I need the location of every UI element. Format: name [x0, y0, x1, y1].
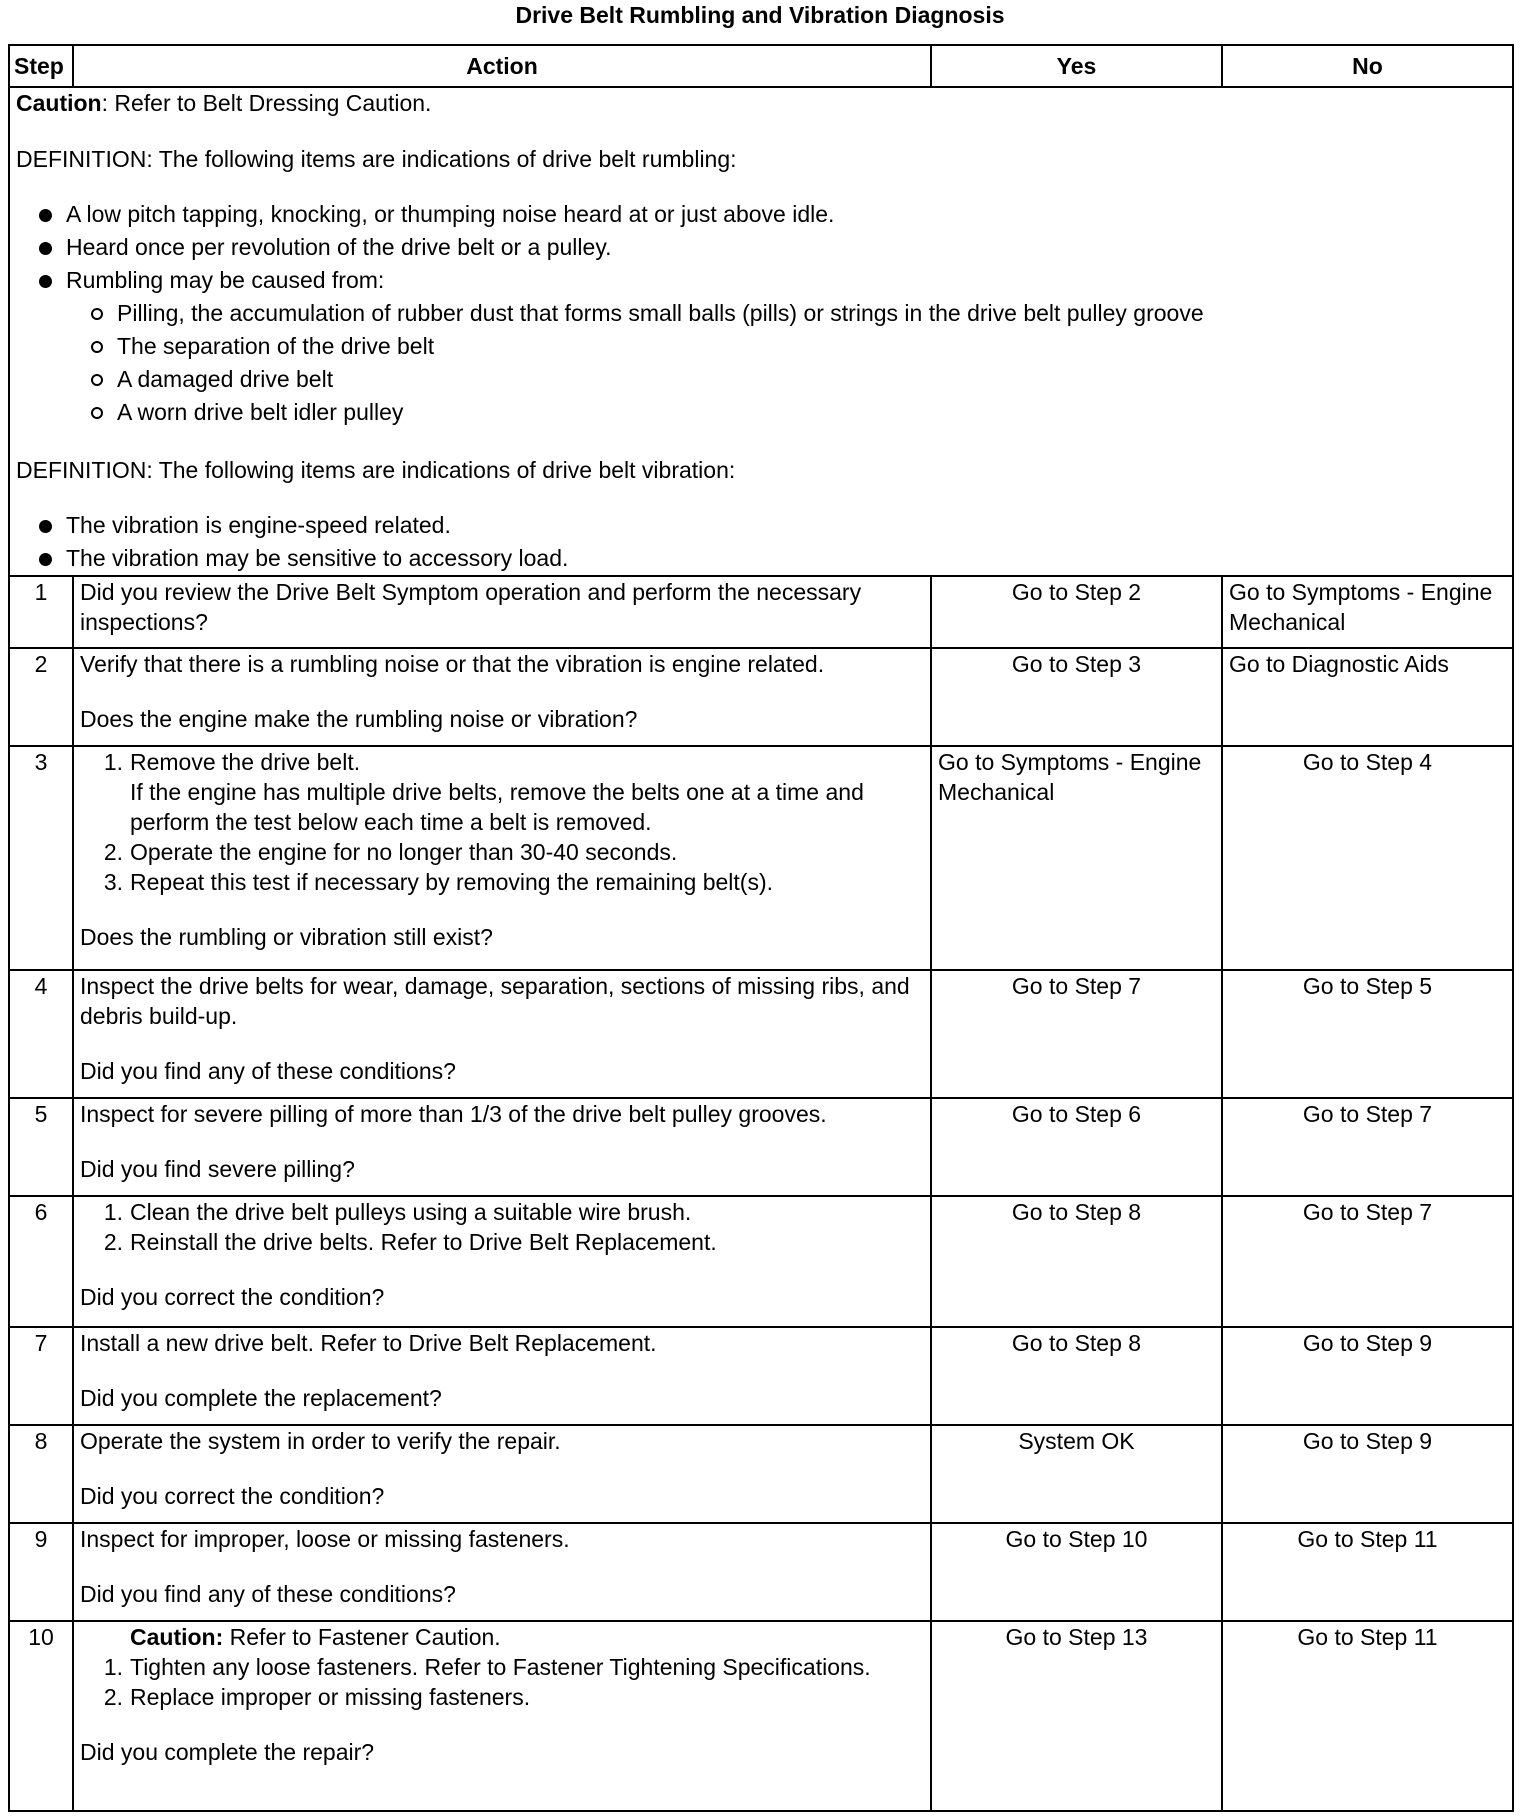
- intro-caution: [16, 88, 1506, 118]
- list-item: Heard once per revolution of the drive belt or a pulley.: [16, 231, 1506, 264]
- item-number: 2.: [103, 1229, 123, 1255]
- caution-text: : Refer to Belt Dressing Caution.: [101, 90, 432, 116]
- step-number: 6: [9, 1196, 73, 1327]
- no-cell: Go to Step 7: [1222, 1098, 1513, 1196]
- list-item: The vibration is engine-speed related.: [16, 509, 1506, 542]
- table-row: [9, 1196, 1513, 1327]
- document-title: Drive Belt Rumbling and Vibration Diagnosis: [515, 2, 1005, 28]
- header-step: Step: [9, 45, 73, 87]
- no-cell: Go to Symptoms - Engine Mechanical: [1222, 576, 1513, 648]
- step-action: [73, 576, 931, 648]
- no-cell: Go to Step 5: [1222, 970, 1513, 1098]
- step-action: [73, 1621, 931, 1811]
- step-number: 9: [9, 1523, 73, 1621]
- table-row: [9, 1425, 1513, 1523]
- header-row: [9, 45, 1513, 87]
- definition-rumbling: DEFINITION: The following items are indications of drive belt rumbling:: [16, 146, 737, 172]
- step-number: 5: [9, 1098, 73, 1196]
- action-question: Did you find any of these conditions?: [80, 1058, 456, 1084]
- step-action: [73, 1327, 931, 1425]
- intro-row: [9, 87, 1513, 576]
- action-question: Did you find severe pilling?: [80, 1156, 355, 1182]
- list-subitem: Pilling, the accumulation of rubber dust that forms small balls (pills) or strings in the drive belt pulley groove: [16, 297, 1506, 330]
- table-row: [9, 970, 1513, 1098]
- step-action: [73, 1425, 931, 1523]
- list-item: A low pitch tapping, knocking, or thumping noise heard at or just above idle.: [16, 198, 1506, 231]
- no-cell: Go to Step 9: [1222, 1425, 1513, 1523]
- list-item: [80, 1227, 924, 1257]
- step-number: 10: [9, 1621, 73, 1811]
- no-cell: Go to Step 11: [1222, 1621, 1513, 1811]
- item-number: 1.: [103, 1199, 123, 1225]
- item-text: If the engine has multiple drive belts, remove the belts one at a time and perform the test below each time a belt is removed.: [130, 779, 864, 835]
- table-row: [9, 1327, 1513, 1425]
- yes-cell: Go to Step 6: [931, 1098, 1222, 1196]
- step-action: [73, 1098, 931, 1196]
- list-item: [80, 747, 924, 777]
- yes-cell: Go to Step 8: [931, 1327, 1222, 1425]
- step-number: 7: [9, 1327, 73, 1425]
- list-subitem: A damaged drive belt: [16, 363, 1506, 396]
- action-steps: [80, 1652, 924, 1712]
- action-text: Inspect for severe pilling of more than 1/3 of the drive belt pulley grooves.: [80, 1101, 827, 1127]
- caution-label: Caution: [16, 90, 102, 116]
- step-number: 2: [9, 648, 73, 746]
- item-text: Operate the engine for no longer than 30-40 seconds.: [130, 839, 678, 865]
- rumbling-list: [16, 198, 1506, 429]
- list-subitem: A worn drive belt idler pulley: [16, 396, 1506, 429]
- yes-cell: Go to Step 8: [931, 1196, 1222, 1327]
- action-text: Operate the system in order to verify the repair.: [80, 1428, 561, 1454]
- intro-cell: [9, 87, 1513, 576]
- action-question: Did you find any of these conditions?: [80, 1581, 456, 1607]
- item-text: Repeat this test if necessary by removing the remaining belt(s).: [130, 869, 774, 895]
- no-cell: Go to Step 9: [1222, 1327, 1513, 1425]
- table-row: [9, 576, 1513, 648]
- list-item: [80, 867, 924, 897]
- action-text: Inspect for improper, loose or missing fasteners.: [80, 1526, 570, 1552]
- caution-text: Refer to Fastener Caution.: [223, 1624, 501, 1650]
- action-text: Install a new drive belt. Refer to Drive Belt Replacement.: [80, 1330, 657, 1356]
- action-text: Did you review the Drive Belt Symptom operation and perform the necessary inspections?: [80, 579, 862, 635]
- action-text: Verify that there is a rumbling noise or that the vibration is engine related.: [80, 651, 825, 677]
- step-action: [73, 1523, 931, 1621]
- yes-cell: Go to Step 7: [931, 970, 1222, 1098]
- table-row: [9, 1621, 1513, 1811]
- yes-cell: Go to Step 2: [931, 576, 1222, 648]
- action-question: Does the engine make the rumbling noise or vibration?: [80, 706, 638, 732]
- item-text: Reinstall the drive belts. Refer to Drive Belt Replacement.: [130, 1229, 717, 1255]
- no-cell: Go to Step 11: [1222, 1523, 1513, 1621]
- action-question: Did you complete the replacement?: [80, 1385, 442, 1411]
- table-row: [9, 746, 1513, 970]
- item-number: 2.: [103, 1684, 123, 1710]
- list-item: [80, 777, 924, 837]
- step-number: 1: [9, 576, 73, 648]
- list-item: Rumbling may be caused from:: [16, 264, 1506, 297]
- list-item: [80, 1197, 924, 1227]
- item-text: Replace improper or missing fasteners.: [130, 1684, 531, 1710]
- item-text: Remove the drive belt.: [130, 749, 361, 775]
- item-number: 1.: [103, 1654, 123, 1680]
- list-item: The vibration may be sensitive to accessory load.: [16, 542, 1506, 575]
- list-subitem: The separation of the drive belt: [16, 330, 1506, 363]
- item-text: Tighten any loose fasteners. Refer to Fastener Tightening Specifications.: [130, 1654, 871, 1680]
- no-cell: Go to Step 7: [1222, 1196, 1513, 1327]
- list-item: [80, 1652, 924, 1682]
- item-number: 3.: [103, 869, 123, 895]
- definition-vibration: DEFINITION: The following items are indications of drive belt vibration:: [16, 457, 736, 483]
- step-action: [73, 1196, 931, 1327]
- action-question: Does the rumbling or vibration still exist?: [80, 924, 493, 950]
- step-number: 3: [9, 746, 73, 970]
- no-cell: Go to Diagnostic Aids: [1222, 648, 1513, 746]
- yes-cell: Go to Step 10: [931, 1523, 1222, 1621]
- list-item: [80, 1682, 924, 1712]
- action-text: Inspect the drive belts for wear, damage, separation, sections of missing ribs, and debris build-up.: [80, 973, 910, 1029]
- step-number: 8: [9, 1425, 73, 1523]
- action-question: Did you correct the condition?: [80, 1284, 385, 1310]
- step-action: [73, 648, 931, 746]
- diagnosis-table: [8, 44, 1514, 1812]
- action-steps: [80, 747, 924, 897]
- list-item: [80, 837, 924, 867]
- item-text: Clean the drive belt pulleys using a suitable wire brush.: [130, 1199, 692, 1225]
- yes-cell: Go to Step 3: [931, 648, 1222, 746]
- action-steps: [80, 1197, 924, 1257]
- action-question: Did you correct the condition?: [80, 1483, 385, 1509]
- action-question: Did you complete the repair?: [80, 1739, 375, 1765]
- no-cell: Go to Step 4: [1222, 746, 1513, 970]
- vibration-list: [16, 509, 1506, 575]
- caution-label: Caution:: [130, 1624, 224, 1650]
- action-caution: [130, 1622, 924, 1652]
- step-action: [73, 970, 931, 1098]
- yes-cell: Go to Step 13: [931, 1621, 1222, 1811]
- header-action: Action: [73, 45, 931, 87]
- table-row: [9, 1098, 1513, 1196]
- step-number: 4: [9, 970, 73, 1098]
- header-yes: Yes: [931, 45, 1222, 87]
- yes-cell: Go to Symptoms - Engine Mechanical: [931, 746, 1222, 970]
- table-row: [9, 1523, 1513, 1621]
- item-number: 1.: [103, 749, 123, 775]
- step-action: [73, 746, 931, 970]
- header-no: No: [1222, 45, 1513, 87]
- item-number: 2.: [103, 839, 123, 865]
- yes-cell: System OK: [931, 1425, 1222, 1523]
- table-row: [9, 648, 1513, 746]
